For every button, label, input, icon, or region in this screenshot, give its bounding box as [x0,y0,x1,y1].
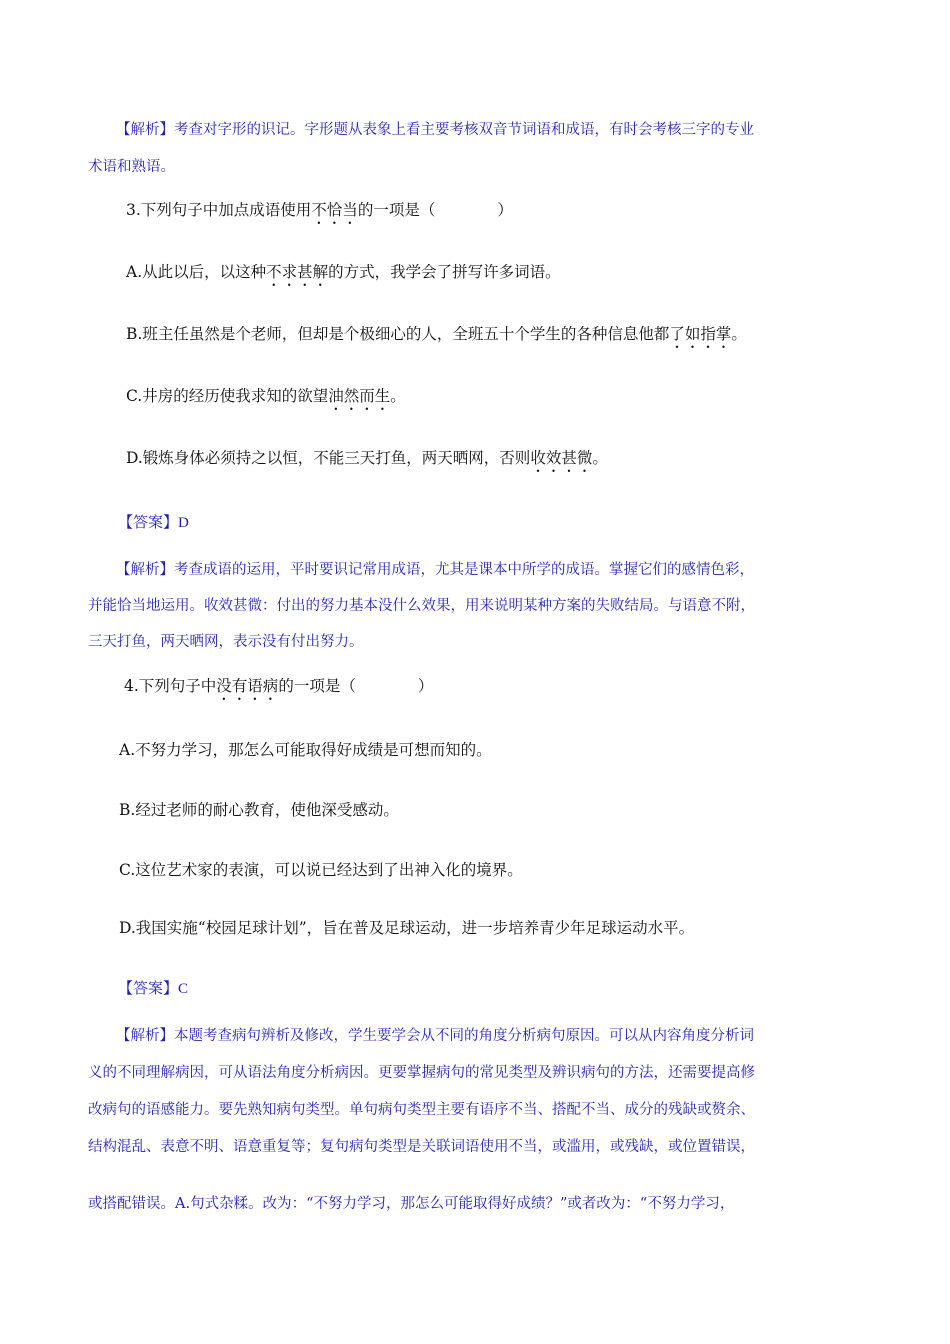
q3-option-d [126,448,608,476]
q4-option-b: B.经过老师的耐心教育，使他深受感动。 [119,801,399,819]
q3-analysis-line-2: 并能恰当地运用。收效甚微：付出的努力基本没什么效果，用来说明某种方案的失败结局。与语意不附， [88,598,755,614]
q3-option-c-text-end: 。 [390,387,406,405]
q4-analysis-line-5: 或搭配错误。A.句式杂糅。改为：“不努力学习，那怎么可能取得好成绩？”或者改为：“不努力学习， [88,1196,735,1212]
q4-option-d: D.我国实施“校园足球计划”，旨在普及足球运动，进一步培养青少年足球运动水平。 [119,919,695,937]
q3-analysis-line-1: 【解析】考查成语的运用，平时要识记常用成语，尤其是课本中所学的成语。掌握它们的感情色彩， [116,562,754,578]
q3-option-d-idiom: 收效甚微 [530,449,593,467]
q4-stem-emphasis: 没有语病 [216,677,279,695]
q3-answer [118,512,189,533]
q3-option-b-text: B.班主任虽然是个老师，但却是个极细心的人，全班五十个学生的各种信息他都 [126,325,670,343]
q3-option-a-text-end: 的方式，我学会了拼写许多词语。 [328,263,561,281]
q4-stem-text-end: 的一项是（ ） [278,677,434,695]
q4-option-c: C.这位艺术家的表演，可以说已经达到了出神入化的境界。 [119,861,523,879]
q3-option-c-idiom: 油然而生 [328,387,391,405]
q3-stem-text-end: 的一项是（ ） [357,201,513,219]
q4-answer [118,978,188,999]
q2-analysis-line-1: 【解析】考查对字形的识记。字形题从表象上看主要考核双音节词语和成语，有时会考核三字的专业 [116,122,754,138]
q3-option-a-idiom: 不求甚解 [266,263,329,281]
q3-analysis-line-3: 三天打鱼，两天晒网，表示没有付出努力。 [88,634,364,650]
q4-analysis-line-1: 【解析】本题考查病句辨析及修改，学生要学会从不同的角度分析病句原因。可以从内容角度分析词 [116,1028,754,1044]
q3-option-d-text-end: 。 [592,449,608,467]
q3-stem-text: 3.下列句子中加点成语使用 [126,201,312,219]
q4-analysis-line-2: 义的不同理解病因，可从语法角度分析病因。更要掌握病句的常见类型及辨识病句的方法，还需要提高修 [88,1065,755,1081]
q4-stem-text: 4.下列句子中 [124,677,217,695]
q4-analysis-line-4: 结构混乱、表意不明、语意重复等；复句病句类型是关联词语使用不当，或滥用，或残缺，或位置错误， [88,1139,755,1155]
q3-stem [126,200,513,228]
q4-answer-label: 【答案】 [118,979,179,997]
q3-answer-value: D [178,515,189,531]
q3-option-b-idiom: 了如指掌 [669,325,732,343]
q4-option-a: A.不努力学习，那怎么可能取得好成绩是可想而知的。 [119,741,492,759]
q3-option-d-text: D.锻炼身体必须持之以恒，不能三天打鱼，两天晒网，否则 [126,449,531,467]
q3-option-c-text: C.井房的经历使我求知的欲望 [126,387,329,405]
q3-stem-emphasis: 不恰当 [311,201,358,219]
q3-option-c [126,386,406,414]
q3-answer-label: 【答案】 [118,513,179,531]
q3-option-b-text-end: 。 [731,325,747,343]
q4-analysis-line-3: 改病句的语感能力。要先熟知病句类型。单句病句类型主要有语序不当、搭配不当、成分的残缺或赘余、 [88,1102,755,1118]
q2-analysis-line-2: 术语和熟语。 [88,159,175,175]
q3-option-a [126,262,561,290]
q4-stem [124,676,433,704]
q4-answer-value: C [178,981,189,997]
q3-option-a-text: A.从此以后，以这种 [126,263,267,281]
q3-option-b [126,324,747,352]
